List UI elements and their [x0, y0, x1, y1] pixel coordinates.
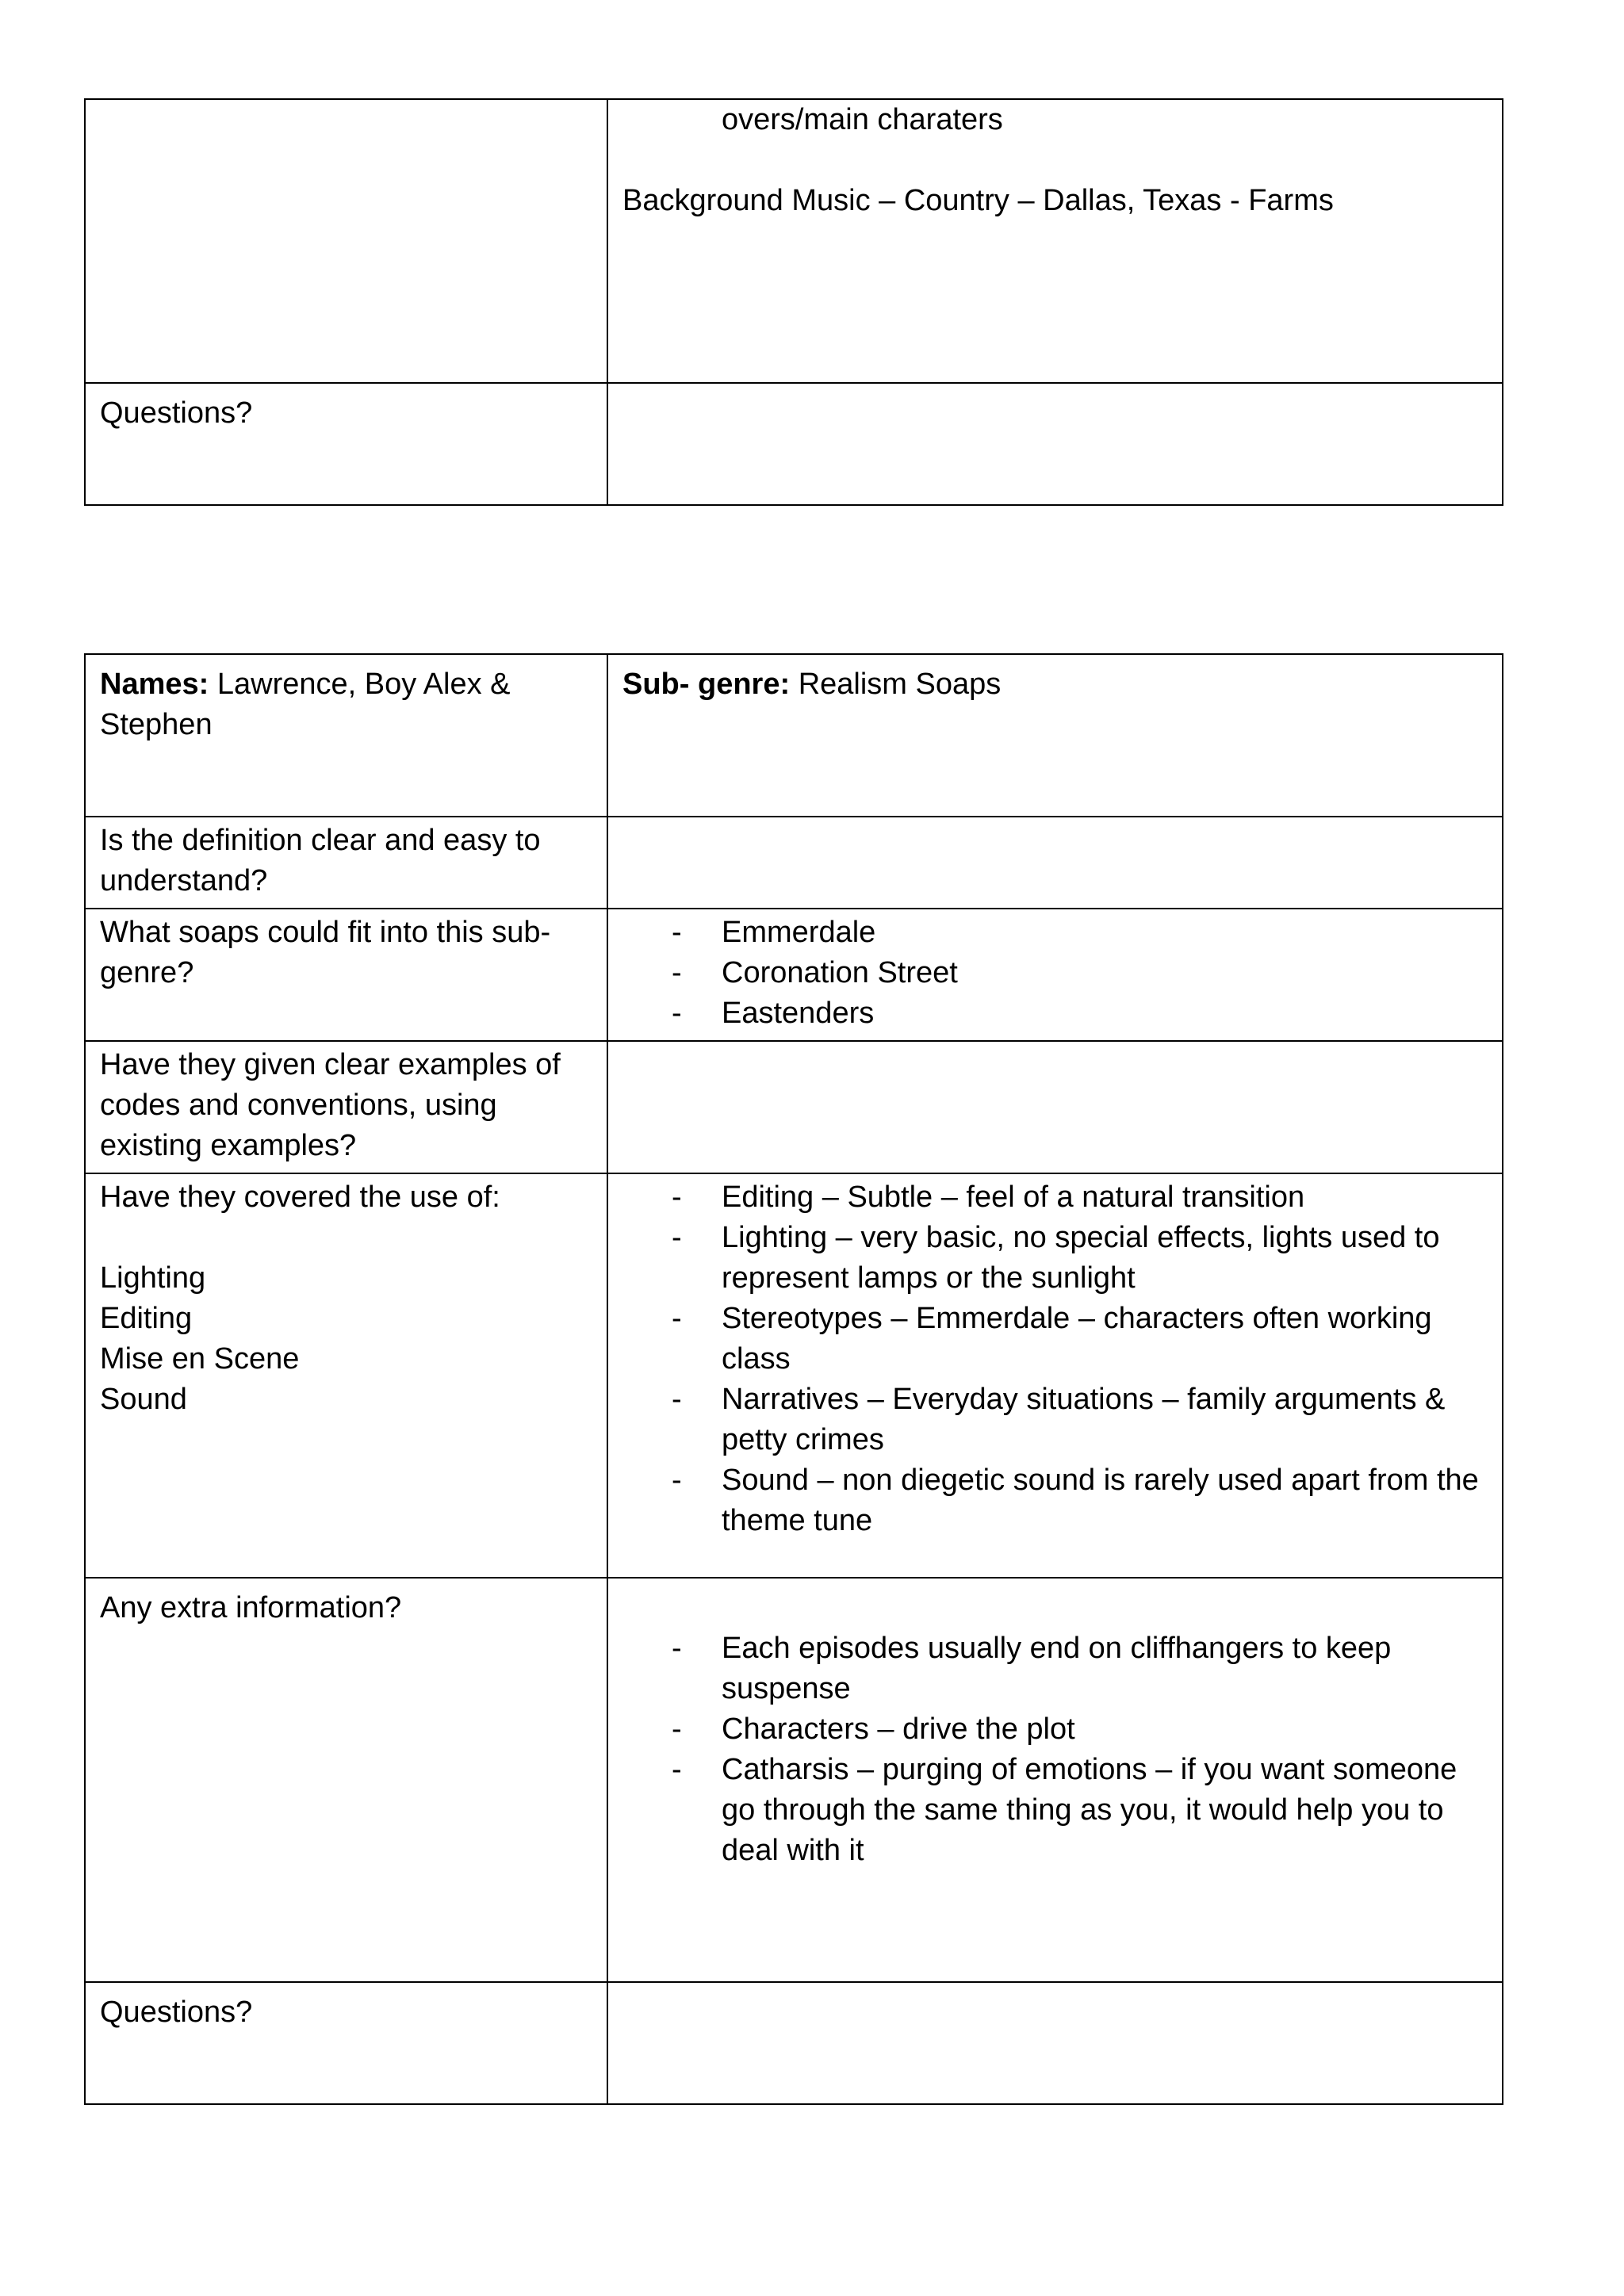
definition-answer-cell	[607, 817, 1503, 909]
list-item: - Coronation Street	[722, 953, 1488, 993]
top-feedback-table	[84, 98, 1503, 506]
questions-answer-cell	[607, 1982, 1503, 2104]
table-row	[85, 909, 1503, 1041]
table-row	[85, 99, 1503, 383]
covered-question: Have they covered the use of:	[100, 1181, 500, 1214]
table-row	[85, 1982, 1503, 2104]
soaps-list	[622, 913, 1488, 1034]
names-cell	[85, 654, 607, 817]
bottom-feedback-table	[84, 653, 1503, 2105]
definition-question: Is the definition clear and easy to understand?	[85, 817, 607, 909]
covered-question-cell	[85, 1173, 607, 1578]
examples-question: Have they given clear examples of codes and conventions, using existing examples?	[85, 1041, 607, 1173]
table-row	[85, 383, 1503, 505]
table-row	[85, 1578, 1503, 1982]
covered-list	[622, 1177, 1488, 1541]
continued-content-cell	[607, 99, 1503, 383]
subgenre-value: Realism Soaps	[798, 668, 1002, 701]
table-row	[85, 817, 1503, 909]
background-music-text: Background Music – Country – Dallas, Texas - Farms	[622, 184, 1334, 217]
subgenre-cell	[607, 654, 1503, 817]
list-item: - Characters – drive the plot	[722, 1709, 1488, 1750]
left-cell-empty	[85, 99, 607, 383]
covered-item: Sound	[100, 1383, 187, 1416]
table-row	[85, 1173, 1503, 1578]
list-item: - Each episodes usually end on cliffhangers to keep suspense	[722, 1628, 1488, 1709]
list-item: - Stereotypes – Emmerdale – characters often working class	[722, 1299, 1488, 1380]
extra-answer-cell	[607, 1578, 1503, 1982]
list-item: - Editing – Subtle – feel of a natural transition	[722, 1177, 1488, 1218]
list-item: - Emmerdale	[722, 913, 1488, 953]
examples-answer-cell	[607, 1041, 1503, 1173]
extra-question: Any extra information?	[85, 1578, 607, 1982]
covered-item: Editing	[100, 1302, 193, 1335]
names-label: Names:	[100, 668, 209, 701]
subgenre-label: Sub- genre:	[622, 668, 791, 701]
list-item: - Sound – non diegetic sound is rarely used apart from the theme tune	[722, 1460, 1488, 1541]
soaps-question: What soaps could fit into this sub-genre?	[85, 909, 607, 1041]
covered-item: Mise en Scene	[100, 1342, 300, 1376]
covered-answer-cell	[607, 1173, 1503, 1578]
names-value: Lawrence, Boy Alex & Stephen	[100, 668, 511, 741]
questions-label: Questions?	[85, 383, 607, 505]
questions-answer-cell	[607, 383, 1503, 505]
extra-list	[622, 1628, 1488, 1871]
soaps-answer-cell	[607, 909, 1503, 1041]
continued-text: overs/main charaters	[722, 103, 1003, 136]
table-row	[85, 1041, 1503, 1173]
covered-item: Lighting	[100, 1261, 206, 1295]
table-row	[85, 654, 1503, 817]
list-item: - Catharsis – purging of emotions – if you want someone go through the same thing as you, it would help you to deal with it	[722, 1750, 1488, 1871]
questions-label: Questions?	[85, 1982, 607, 2104]
list-item: - Narratives – Everyday situations – family arguments & petty crimes	[722, 1380, 1488, 1460]
list-item: - Eastenders	[722, 993, 1488, 1034]
list-item: - Lighting – very basic, no special effects, lights used to represent lamps or the sunlight	[722, 1218, 1488, 1299]
